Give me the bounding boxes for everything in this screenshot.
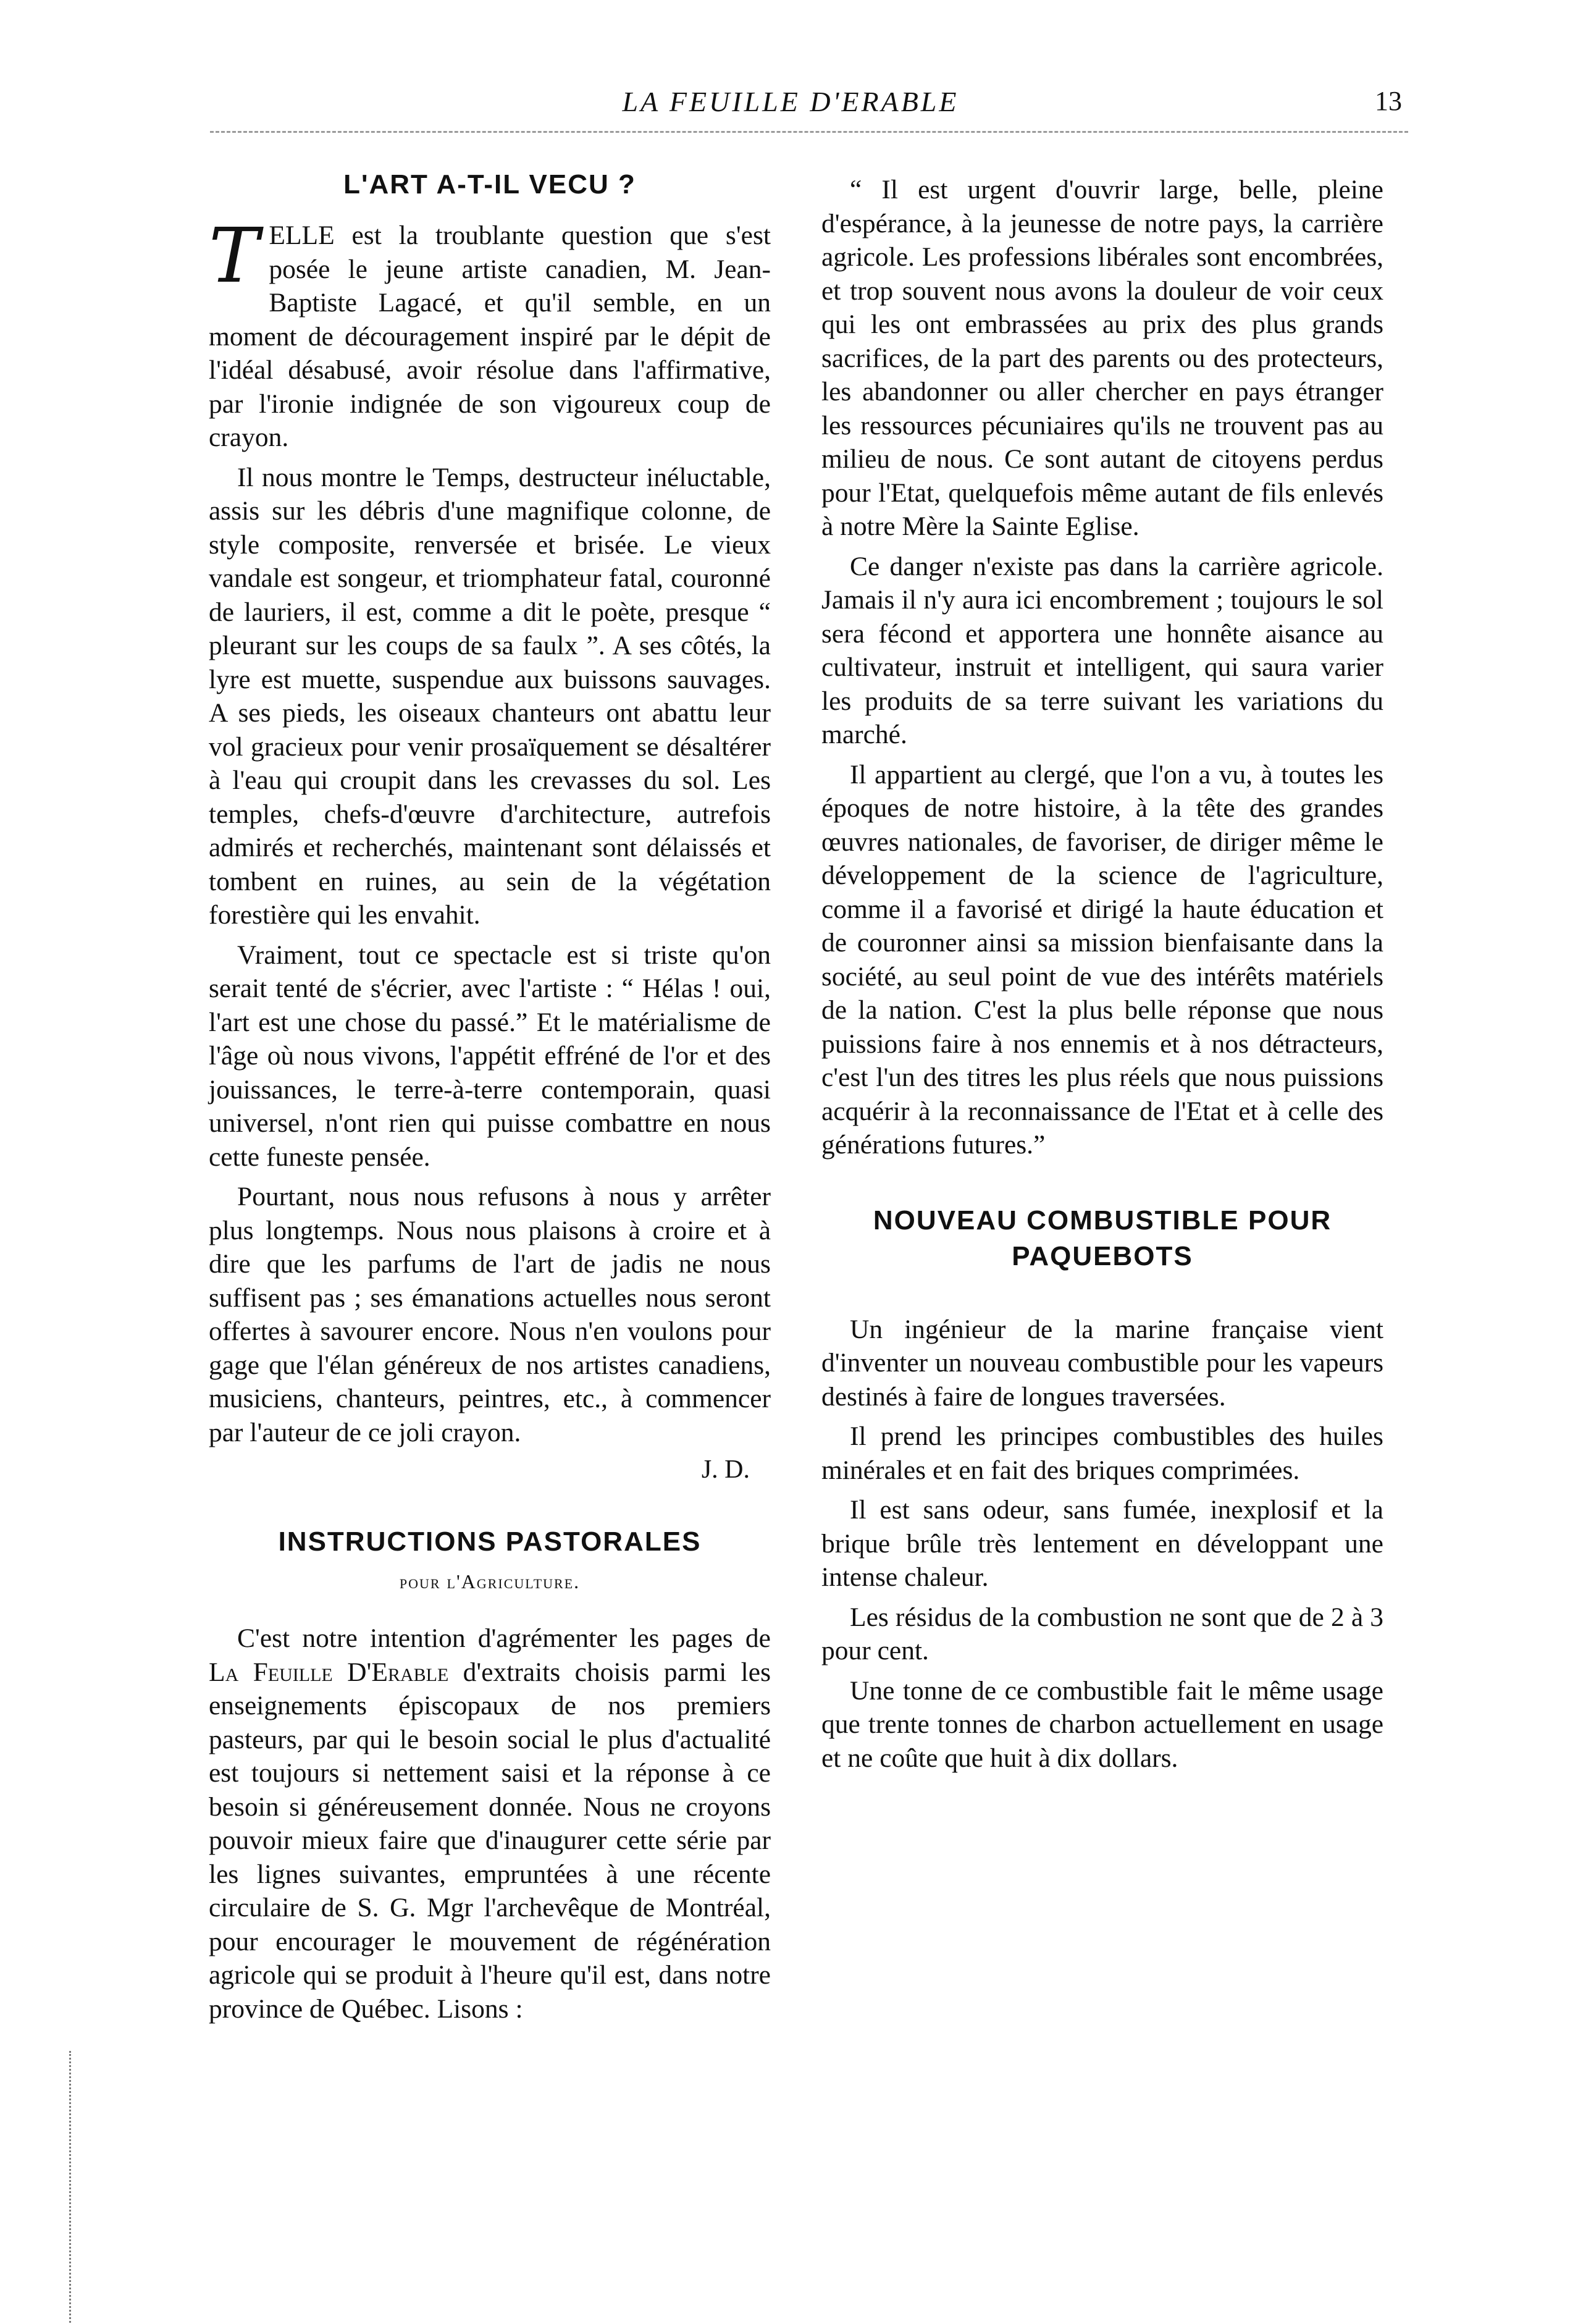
combustible-paragraph-3: Il est sans odeur, sans fumée, inexplosif et la brique brûle très lentement en développant une intense chaleur. <box>821 1495 1383 1592</box>
article-title-art: L'ART A-T-IL VECU ? <box>343 169 636 200</box>
article-title-combustible <box>821 1203 1383 1274</box>
art-paragraph-4: Pourtant, nous nous refusons à nous y arrêter plus longtemps. Nous nous plaisons à croire et à dire que les parfums de l'art de jadis ne nous suffisent pas ; ses émanations actuelles nous seront offertes à savourer encore. Nous n'en voulons pour gage que l'élan généreux de nos artistes canadiens, musiciens, chanteurs, peintres, etc., à commencer par l'auteur de ce joli crayon. <box>209 1182 771 1447</box>
quote-paragraph-1: “ Il est urgent d'ouvrir large, belle, pleine d'espérance, à la jeunesse de notre pays, la carrière agricole. Les professions libérales sont encombrées, et trop souvent nous avons la douleur de voir ceux qui les ont embrassées au prix des plus grands sacrifices, de la part des parents ou des protecteurs, les abandonner ou aller chercher en pays étranger les ressources pécuniaires qu'ils ne trouvent pas au milieu de nous. Ce sont autant de citoyens perdus pour l'Etat, quelquefois même autant de fils enlevés à notre Mère la Sainte Eglise. <box>821 175 1383 541</box>
journal-name: La Feuille D'Erable <box>209 1657 449 1687</box>
instructions-paragraph-1 <box>209 1622 771 2026</box>
combustible-paragraph-5: Une tonne de ce combustible fait le même usage que trente tonnes de charbon actuellement en usage et ne coûte que huit à dix dollars. <box>821 1675 1383 1773</box>
quote-paragraph-2: Ce danger n'existe pas dans la carrière agricole. Jamais il n'y aura ici encombrement ; toujours le sol sera fécond et apportera une honnête aisance au cultivateur, instruit et intelligent, qui saura varier les produits de sa terre suivant les variations du marché. <box>821 551 1383 749</box>
combustible-paragraph-2: Il prend les principes combustibles des huiles minérales et en fait des briques comprimées. <box>821 1421 1383 1485</box>
left-column <box>209 167 771 2032</box>
instructions-paragraph-1-a: C'est notre intention d'agrémenter les pages de <box>237 1623 771 1653</box>
combustible-paragraph-4: Les résidus de la combustion ne sont que de 2 à 3 pour cent. <box>821 1602 1383 1665</box>
article-title-instructions: INSTRUCTIONS PASTORALES <box>278 1526 702 1557</box>
art-paragraph-1 <box>209 212 771 455</box>
running-title: LA FEUILLE D'ERABLE <box>622 86 959 117</box>
art-paragraph-1-text: ELLE est la troublante question que s'est posée le jeune artiste canadien, M. Jean-Baptiste Lagacé, et qu'il semble, en un moment de découragement inspiré par le dépit de l'idéal désabusé, avoir résolue dans l'affirmative, par l'ironie indignée de son vigoureux coup de crayon. <box>209 221 771 452</box>
page-number: 13 <box>1375 86 1402 116</box>
combustible-title-line-2: PAQUEBOTS <box>1012 1240 1193 1271</box>
drop-cap: T <box>209 212 259 300</box>
binding-edge-mark <box>69 2051 71 2323</box>
running-head <box>0 85 1578 122</box>
combustible-paragraph-1: Un ingénieur de la marine française vient d'inventer un nouveau combustible pour les vapeurs destinés à faire de longues traversées. <box>821 1314 1383 1412</box>
section-spacer <box>821 1168 1383 1203</box>
author-signature: J. D. <box>701 1455 750 1484</box>
article-subtitle-instructions: pour l'Agriculture. <box>399 1570 581 1593</box>
art-paragraph-3: Vraiment, tout ce spectacle est si triste qu'on serait tenté de s'écrier, avec l'artiste : “ Hélas ! oui, l'art est une chose du passé.” Et le matérialisme de l'âge où nous vivons, l'appétit effréné de l'or et des jouissances, le terre-à-terre contemporain, quasi universel, n'ont rien qui puisse combattre en nous cette funeste pensée. <box>209 940 771 1172</box>
art-paragraph-2: Il nous montre le Temps, destructeur inéluctable, assis sur les débris d'une magnifique colonne, de style composite, renversée et brisée. Le vieux vandale est songeur, et triomphateur fatal, couronné de lauriers, il est, comme a dit le poète, presque “ pleurant sur les coups de sa faulx ”. A ses côtés, la lyre est muette, suspendue aux buissons sauvages. A ses pieds, les oiseaux chanteurs ont abattu leur vol gracieux pour venir prosaïquement se désaltérer à l'eau qui croupit dans les crevasses du sol. Les temples, chefs-d'œuvre d'architecture, autrefois admirés et recherchés, maintenant sont délaissés et tombent en ruines, au sein de la végétation forestière qui les envahit. <box>209 462 771 930</box>
quote-paragraph-3: Il appartient au clergé, que l'on a vu, à toutes les époques de notre histoire, à la tête des grandes œuvres nationales, de favoriser, de diriger même le développement de la science de l'agriculture, comme il a favorisé et dirigé la haute éducation et de couronner ainsi sa mission bienfaisante dans la société, au seul point de vue des intérêts matériels de la nation. C'est la plus belle réponse que nous puissions faire à nos ennemis et à nos détracteurs, c'est l'un des titres les plus réels que nous puissions acquérir à la reconnaissance de l'Etat et à celle des générations futures.” <box>821 759 1383 1160</box>
instructions-paragraph-1-b: d'extraits choisis parmi les enseignements épiscopaux de nos premiers pasteurs, par qui le besoin social le plus d'actualité est toujours si nettement saisi et la réponse à ce besoin si généreusement donnée. Nous ne croyons pouvoir mieux faire que d'inaugurer cette série par les lignes suivantes, empruntées à une récente circulaire de S. G. Mgr l'archevêque de Montréal, pour encourager le mouvement de régénération agricole qui se produit à l'heure qu'il est, dans notre province de Québec. Lisons : <box>209 1657 771 2024</box>
combustible-title-line-1: NOUVEAU COMBUSTIBLE POUR <box>873 1205 1332 1236</box>
right-column <box>821 167 1383 1781</box>
title-spacer <box>821 1290 1383 1313</box>
header-rule <box>210 131 1408 133</box>
